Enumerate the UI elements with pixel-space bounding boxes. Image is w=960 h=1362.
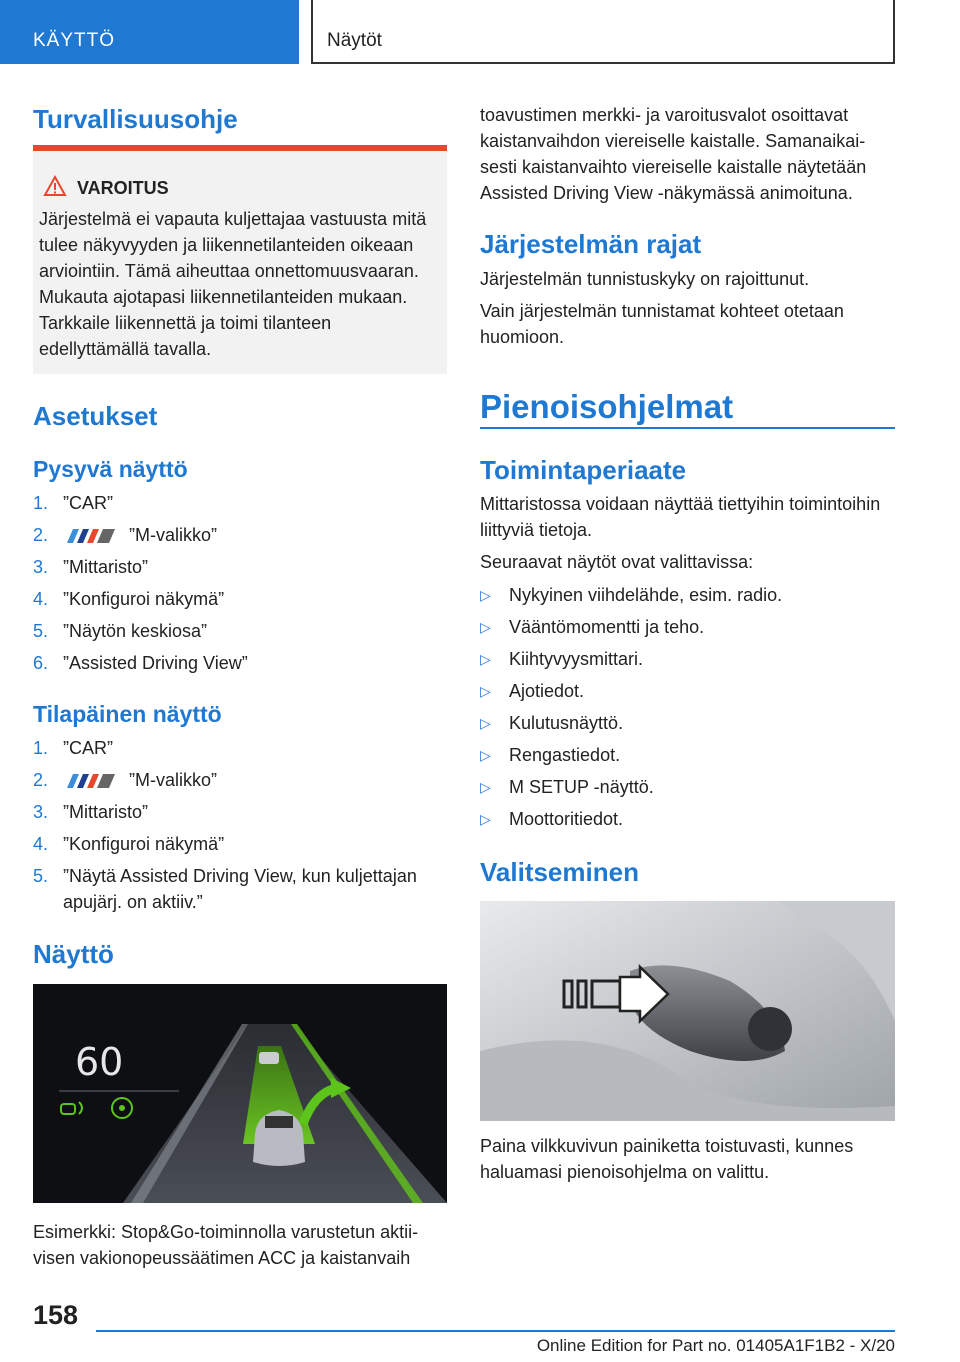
list-temporary xyxy=(33,735,447,921)
principle-paragraph-1: Mittaristossa voidaan näyttää tiettyihin toimintoihin liittyviä tietoja. xyxy=(480,494,881,540)
list-item xyxy=(480,806,895,832)
list-item xyxy=(480,710,895,736)
stalk-button-image xyxy=(480,901,895,1121)
limits-paragraph-2: Vain järjestelmän tunnistamat kohteet otetaan huomioon. xyxy=(480,301,844,347)
list-item xyxy=(480,582,895,608)
steering-wheel-icon xyxy=(107,1094,137,1122)
triangle-bullet-icon: ▷ xyxy=(480,715,491,731)
page-number: 158 xyxy=(33,1300,79,1330)
list-text: ”Mittaristo” xyxy=(63,557,148,577)
list-item xyxy=(33,618,447,644)
footer-rule xyxy=(96,1330,895,1332)
widget-list xyxy=(480,582,895,838)
list-item xyxy=(33,735,447,761)
list-item xyxy=(480,774,895,800)
assisted-driving-illustration xyxy=(33,984,447,1203)
list-item xyxy=(33,799,447,825)
list-text: ”Assisted Driving View” xyxy=(63,653,248,673)
triangle-bullet-icon: ▷ xyxy=(480,651,491,667)
triangle-bullet-icon: ▷ xyxy=(480,779,491,795)
list-text: Vääntömomentti ja teho. xyxy=(509,617,705,637)
list-item xyxy=(33,650,447,676)
triangle-bullet-icon: ▷ xyxy=(480,619,491,635)
list-text: M SETUP -näyttö. xyxy=(509,777,654,797)
list-text: Kiihtyvyysmittari. xyxy=(509,649,644,669)
list-number: 3. xyxy=(33,802,49,822)
list-text: ”CAR” xyxy=(63,738,113,758)
list-text: Ajotiedot. xyxy=(509,681,585,701)
list-text: Rengastiedot. xyxy=(509,745,621,765)
triangle-bullet-icon: ▷ xyxy=(480,747,491,763)
section-label: Näytöt xyxy=(327,30,382,51)
list-item xyxy=(33,831,447,857)
list-text: ”Näytön keskiosa” xyxy=(63,621,208,641)
list-number: 1. xyxy=(33,738,49,758)
limits-paragraph-1: Järjestelmän tunnistuskyky on rajoittunut. xyxy=(480,269,810,289)
list-text: ”Konfiguroi näkymä” xyxy=(63,834,225,854)
list-text: ”Mittaristo” xyxy=(63,802,148,822)
list-item xyxy=(33,490,447,516)
heading-widgets: Pienoisohjelmat xyxy=(480,388,734,425)
heading-limits: Järjestelmän rajat xyxy=(480,229,702,259)
display-caption: Esimerkki: Stop&Go-toiminnolla varustetun aktiivisen vakionopeussäätimen ACC ja kaistanvaih xyxy=(33,1222,419,1268)
chapter-tab xyxy=(0,0,299,64)
subheading-temporary: Tilapäinen näyttö xyxy=(33,701,222,727)
list-text: ”Konfiguroi näkymä” xyxy=(63,589,225,609)
heading-display: Näyttö xyxy=(33,939,114,969)
list-item xyxy=(480,742,895,768)
list-text: Moottoritiedot. xyxy=(509,809,624,829)
list-item xyxy=(33,863,447,915)
list-text: ”M-valikko” xyxy=(129,770,217,790)
subheading-permanent: Pysyvä näyttö xyxy=(33,456,188,482)
list-item xyxy=(33,522,447,548)
display-image xyxy=(33,984,447,1203)
list-item xyxy=(33,767,447,793)
list-item xyxy=(480,678,895,704)
heading-settings: Asetukset xyxy=(33,401,158,431)
heading-rule xyxy=(480,427,895,429)
list-text: ”Näytä Assisted Driving View, kun kuljettajan apujärj. on aktiiv.” xyxy=(63,866,417,912)
list-text: ”CAR” xyxy=(63,493,113,513)
warning-text: Järjestelmä ei vapauta kuljettajaa vastuusta mitä tulee näkyvyyden ja liikennetilanteiden oikeaan arviointiin. Tämä aiheuttaa onnettomuusvaaran. Mukauta ajotapasi liikennetilanteiden mukaan. Tarkkaile liikennettä ja toimi tilanteen edellyttämällä tavalla. xyxy=(39,209,427,359)
triangle-bullet-icon: ▷ xyxy=(480,811,491,827)
warning-box xyxy=(33,145,447,374)
list-permanent xyxy=(33,490,447,682)
list-item xyxy=(33,586,447,612)
list-number: 3. xyxy=(33,557,49,577)
list-item xyxy=(33,554,447,580)
list-text: Nykyinen viihdelähde, esim. radio. xyxy=(509,585,783,605)
list-item xyxy=(480,646,895,672)
list-number: 6. xyxy=(33,653,49,673)
lane-change-assist-icon xyxy=(57,1096,93,1120)
list-item xyxy=(480,614,895,640)
triangle-bullet-icon: ▷ xyxy=(480,683,491,699)
continued-paragraph: toavustimen merkki- ja varoitusvalot osoittavat kaistanvaihdon viereiselle kaistalle. Samanaikaisesti kaistanvaihto viereiselle kaistalle näytetään Assisted Driving View -näkymässä animoituna. xyxy=(480,105,867,203)
list-number: 1. xyxy=(33,493,49,513)
edition-text: Online Edition for Part no. 01405A1F1B2 - X/20 xyxy=(536,1336,895,1355)
list-text: ”M-valikko” xyxy=(129,525,217,545)
heading-select: Valitseminen xyxy=(480,857,639,887)
list-number: 5. xyxy=(33,866,49,886)
warning-label: VAROITUS xyxy=(77,178,169,198)
m-logo-icon xyxy=(63,529,119,543)
list-number: 4. xyxy=(33,589,49,609)
list-text: Kulutusnäyttö. xyxy=(509,713,624,733)
warning-triangle-icon xyxy=(43,175,67,197)
triangle-bullet-icon: ▷ xyxy=(480,587,491,603)
heading-safety: Turvallisuusohje xyxy=(33,104,238,134)
m-logo-icon xyxy=(63,774,119,788)
list-number: 4. xyxy=(33,834,49,854)
list-number: 5. xyxy=(33,621,49,641)
display-speed: 60 xyxy=(75,1040,124,1084)
list-number: 2. xyxy=(33,525,49,545)
section-header xyxy=(311,0,895,64)
select-caption: Paina vilkkuvivun painiketta toistuvasti, kunnes haluamasi pienoisohjelma on valittu. xyxy=(480,1136,854,1182)
chapter-label: KÄYTTÖ xyxy=(33,30,116,51)
principle-paragraph-2: Seuraavat näytöt ovat valittavissa: xyxy=(480,552,754,572)
turn-signal-stalk-illustration xyxy=(480,901,895,1121)
heading-principle: Toimintaperiaate xyxy=(480,455,687,485)
list-number: 2. xyxy=(33,770,49,790)
